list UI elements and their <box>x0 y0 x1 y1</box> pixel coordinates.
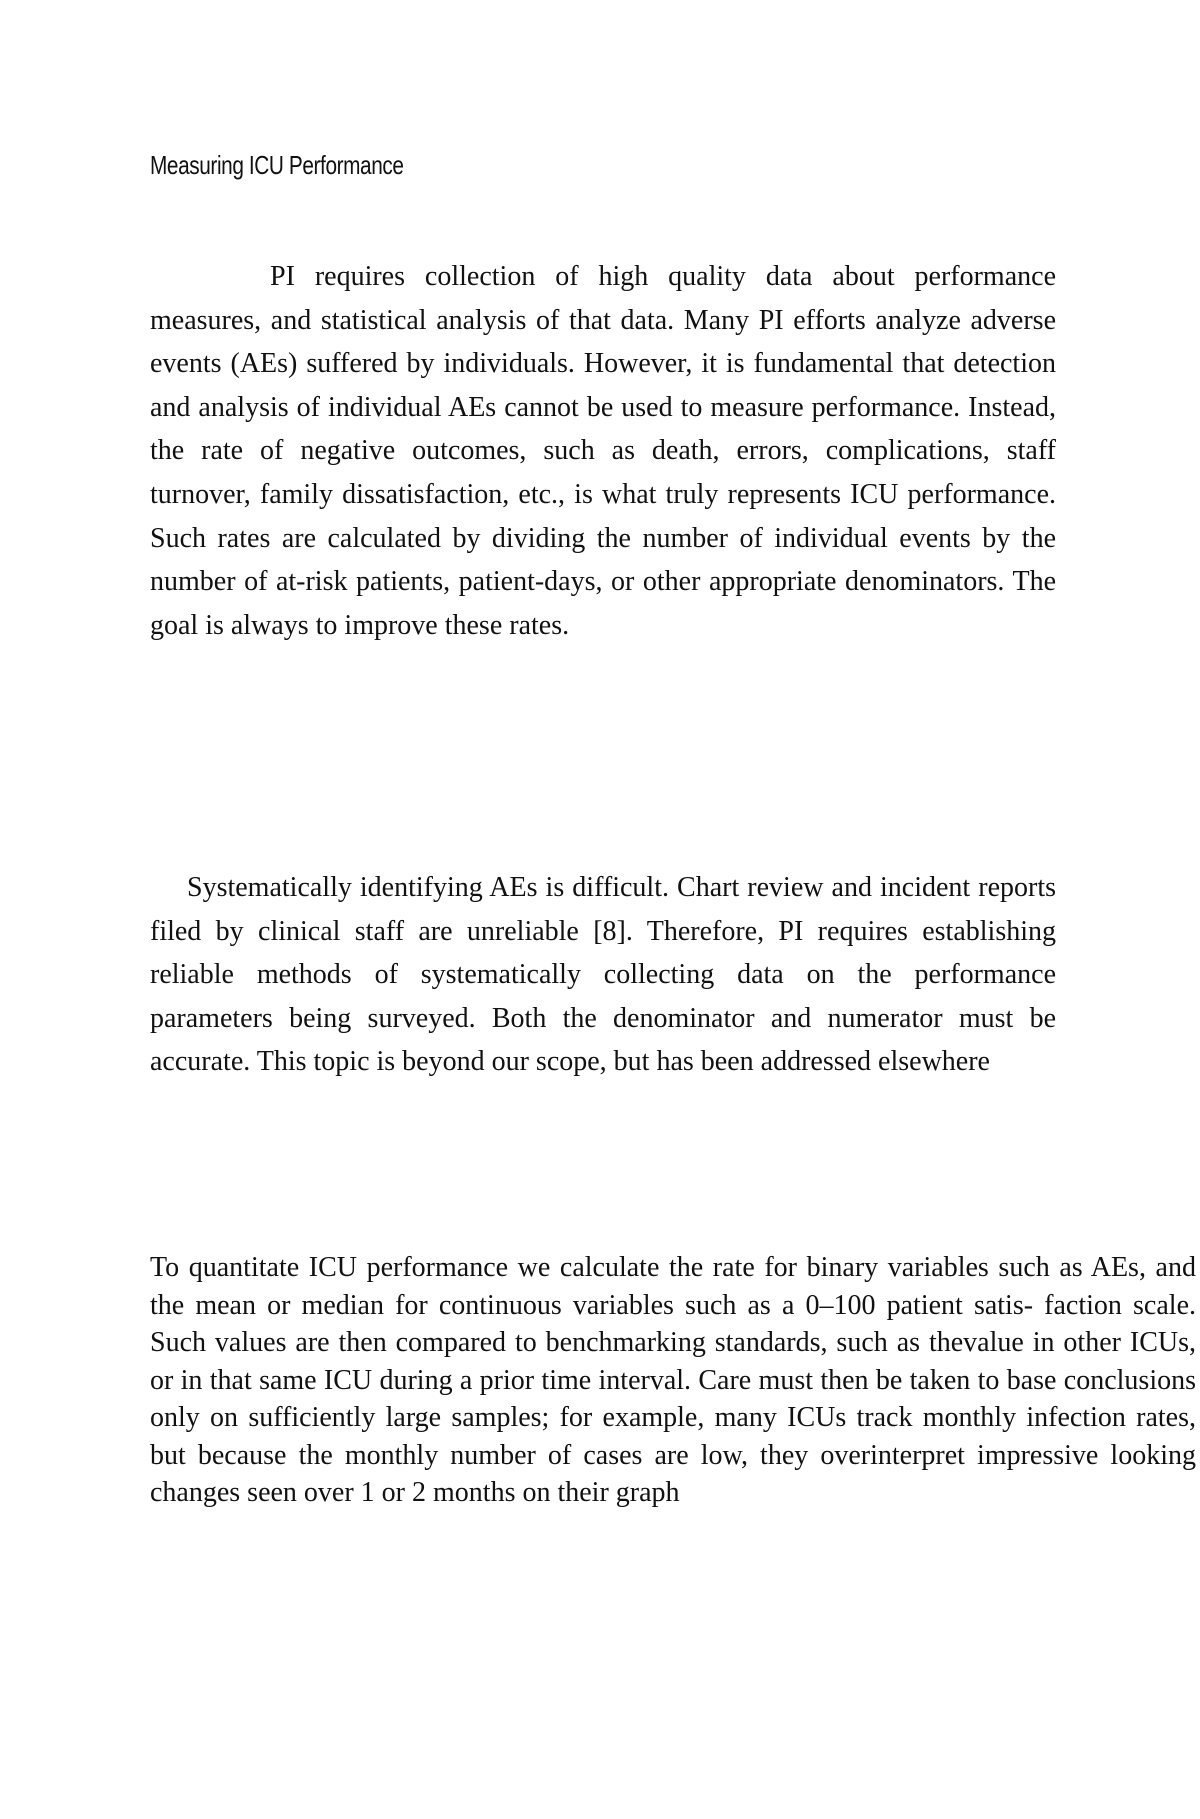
document-title: Measuring ICU Performance <box>150 150 404 180</box>
paragraph-identifying-aes: Systematically identifying AEs is difficult. Chart review and incident reports filed by clinical staff are unreliable [8]. Therefore, PI requires establishing reliable methods of systematically collecting data on the performance parameters being surveyed. Both the denominator and numerator must be accurate. This topic is beyond our scope, but has been addressed elsewhere <box>150 872 1056 1077</box>
paragraph-quantitating-performance: To quantitate ICU performance we calculate the rate for binary variables such as AEs, and the mean or median for continuous variables such as a 0–100 patient satis- faction scale. Such values are then compared to benchmarking standards, such as thevalue in other ICUs, or in that same ICU during a prior time interval. Care must then be taken to base conclusions only on sufficiently large samples; for example, many ICUs track monthly infection rates, but because the monthly number of cases are low, they overinterpret impressive looking changes seen over 1 or 2 months on their graph <box>150 1252 1196 1508</box>
paragraph-performance-measures: PI requires collection of high quality data about performance measures, and statistical analysis of that data. Many PI efforts analyze adverse events (AEs) suffered by individuals. However, it is fundamental that detection and analysis of individual AEs cannot be used to measure performance. Instead, the rate of negative outcomes, such as death, errors, complications, staff turnover, family dissatisfaction, etc., is what truly represents ICU performance. Such rates are calculated by dividing the number of individual events by the number of at-risk patients, patient-days, or other appropriate denominators. The goal is always to improve these rates. <box>150 261 1056 641</box>
